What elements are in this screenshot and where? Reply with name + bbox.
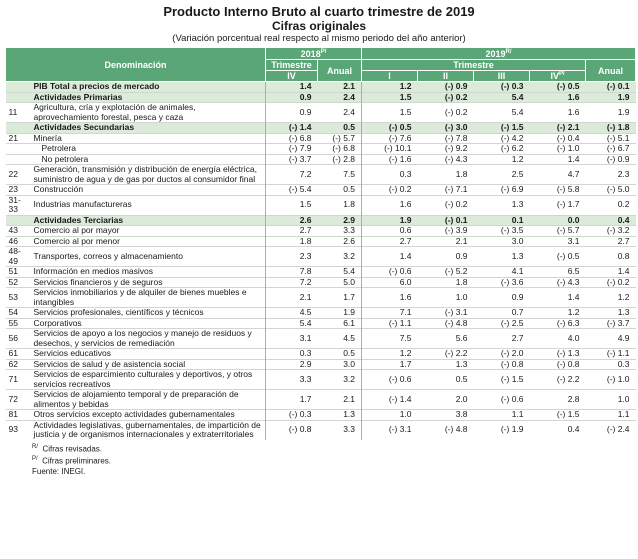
value-2019-q4: (-) 2.1 — [530, 123, 586, 134]
header-trimestre-2018: Trimestre — [266, 60, 318, 71]
row-code: 11 — [6, 103, 32, 123]
row-label: Corporativos — [32, 318, 266, 329]
value-2018-q4: 3.3 — [266, 370, 318, 390]
table-row — [6, 318, 636, 329]
value-2019-q2: 1.8 — [418, 277, 474, 288]
value-2019-q2: 2.1 — [418, 236, 474, 247]
value-2019-q4: 6.5 — [530, 267, 586, 278]
row-label: No petrolera — [32, 154, 266, 165]
table-row — [6, 92, 636, 103]
header-q1-2019: I — [362, 71, 418, 82]
value-2019-q2: (-) 2.2 — [418, 349, 474, 360]
row-label: Servicios de salud y de asistencia social — [32, 359, 266, 370]
value-2019-q4: (-) 2.2 — [530, 370, 586, 390]
value-2018-anual: 5.4 — [318, 267, 362, 278]
value-2018-q4: 7.2 — [266, 165, 318, 185]
value-2018-q4: 4.5 — [266, 308, 318, 319]
header-denominacion: Denominación — [6, 48, 266, 82]
row-code: 54 — [6, 308, 32, 319]
row-code — [6, 144, 32, 155]
value-2019-q2: (-) 0.1 — [418, 215, 474, 226]
value-2019-q3: 4.1 — [474, 267, 530, 278]
value-2019-q4: (-) 6.3 — [530, 318, 586, 329]
footnote-preliminares: $^{P/}$ Cifras preliminares. — [32, 456, 112, 466]
value-2019-q1: 1.5 — [362, 103, 418, 123]
value-2019-q3: 1.3 — [474, 247, 530, 267]
value-2019-anual: (-) 1.0 — [586, 370, 636, 390]
value-2019-q2: (-) 0.2 — [418, 195, 474, 215]
value-2018-q4: 1.4 — [266, 82, 318, 93]
header-q3-2019: III — [474, 71, 530, 82]
value-2019-q4: (-) 0.5 — [530, 82, 586, 93]
value-2019-anual: 1.9 — [586, 103, 636, 123]
source-note: Fuente: INEGI. — [32, 466, 86, 476]
table-row — [6, 103, 636, 123]
value-2019-q4: 0.0 — [530, 215, 586, 226]
row-code: 53 — [6, 288, 32, 308]
value-2019-q3: (-) 1.5 — [474, 370, 530, 390]
value-2019-q1: 2.7 — [362, 236, 418, 247]
value-2019-anual: 0.4 — [586, 215, 636, 226]
table-row — [6, 215, 636, 226]
row-code: 31-33 — [6, 195, 32, 215]
value-2019-q2: (-) 4.3 — [418, 154, 474, 165]
value-2018-q4: (-) 0.3 — [266, 410, 318, 421]
value-2019-anual: (-) 3.2 — [586, 226, 636, 237]
value-2018-q4: 2.3 — [266, 247, 318, 267]
row-label: Actividades Terciarias — [32, 215, 266, 226]
row-label: Servicios de esparcimiento culturales y deportivos, y otros servicios recreativos — [32, 370, 266, 390]
value-2019-q1: 1.7 — [362, 359, 418, 370]
row-code — [6, 82, 32, 93]
value-2019-anual: (-) 2.4 — [586, 420, 636, 440]
value-2019-q1: (-) 1.1 — [362, 318, 418, 329]
value-2019-anual: 2.7 — [586, 236, 636, 247]
value-2018-anual: 1.9 — [318, 308, 362, 319]
table-row — [6, 195, 636, 215]
table-row — [6, 359, 636, 370]
table-row — [6, 226, 636, 237]
value-2019-q2: (-) 7.1 — [418, 185, 474, 196]
table-row — [6, 154, 636, 165]
value-2019-q2: 1.0 — [418, 288, 474, 308]
value-2018-q4: (-) 1.4 — [266, 123, 318, 134]
table-body — [6, 82, 636, 440]
value-2019-q1: 1.5 — [362, 92, 418, 103]
table-row — [6, 349, 636, 360]
table-row — [6, 288, 636, 308]
value-2018-anual: 2.9 — [318, 215, 362, 226]
value-2019-anual: (-) 6.7 — [586, 144, 636, 155]
value-2019-q2: 2.0 — [418, 390, 474, 410]
value-2018-q4: 2.1 — [266, 288, 318, 308]
value-2019-q3: 1.2 — [474, 154, 530, 165]
value-2018-anual: 2.4 — [318, 92, 362, 103]
value-2018-anual: 0.5 — [318, 349, 362, 360]
value-2019-q2: 0.5 — [418, 370, 474, 390]
value-2019-q3: 0.1 — [474, 215, 530, 226]
header-year-2018: $2018^{P/}$ — [266, 48, 362, 60]
value-2018-anual: 6.1 — [318, 318, 362, 329]
value-2018-q4: 1.5 — [266, 195, 318, 215]
value-2018-q4: 0.9 — [266, 92, 318, 103]
row-label: Generación, transmisión y distribución de energía eléctrica, suministro de agua y de gas por ductos al consumidor final — [32, 165, 266, 185]
value-2019-q1: 1.0 — [362, 410, 418, 421]
row-label: Información en medios masivos — [32, 267, 266, 278]
header-anual-2018: Anual — [318, 60, 362, 82]
table-row — [6, 390, 636, 410]
value-2019-q1: (-) 0.2 — [362, 185, 418, 196]
table-row — [6, 370, 636, 390]
value-2019-anual: 1.4 — [586, 267, 636, 278]
row-label: Servicios educativos — [32, 349, 266, 360]
row-code: 21 — [6, 133, 32, 144]
table-row — [6, 133, 636, 144]
value-2019-anual: (-) 1.8 — [586, 123, 636, 134]
row-code: 46 — [6, 236, 32, 247]
row-code: 48-49 — [6, 247, 32, 267]
value-2019-q1: 7.1 — [362, 308, 418, 319]
value-2018-q4: 3.1 — [266, 329, 318, 349]
value-2019-q4: 1.4 — [530, 288, 586, 308]
row-code: 71 — [6, 370, 32, 390]
value-2019-anual: 0.3 — [586, 359, 636, 370]
value-2019-q1: (-) 1.4 — [362, 390, 418, 410]
value-2018-anual: 1.3 — [318, 410, 362, 421]
value-2018-anual: 3.2 — [318, 370, 362, 390]
row-label: Actividades legislativas, gubernamentales, de impartición de justicia y de organismos internacionales y extraterritoriales — [32, 420, 266, 440]
value-2019-q3: (-) 6.9 — [474, 185, 530, 196]
row-code: 22 — [6, 165, 32, 185]
value-2019-q1: 7.5 — [362, 329, 418, 349]
value-2018-anual: 2.4 — [318, 103, 362, 123]
row-code — [6, 215, 32, 226]
value-2018-anual: 5.0 — [318, 277, 362, 288]
table-row — [6, 420, 636, 440]
value-2018-anual: 3.2 — [318, 247, 362, 267]
table-row — [6, 82, 636, 93]
value-2019-q4: (-) 0.4 — [530, 133, 586, 144]
value-2018-anual: 7.5 — [318, 165, 362, 185]
value-2019-anual: 0.8 — [586, 247, 636, 267]
value-2019-q4: (-) 1.7 — [530, 195, 586, 215]
value-2019-q2: (-) 0.2 — [418, 92, 474, 103]
value-2019-q3: (-) 0.8 — [474, 359, 530, 370]
value-2018-q4: (-) 3.7 — [266, 154, 318, 165]
value-2019-q3: 2.7 — [474, 329, 530, 349]
row-label: Actividades Secundarias — [32, 123, 266, 134]
header-q4-2019: $IV^{P/}$ — [530, 71, 586, 82]
value-2019-q2: 3.8 — [418, 410, 474, 421]
value-2019-q3: (-) 0.6 — [474, 390, 530, 410]
value-2019-q3: (-) 6.2 — [474, 144, 530, 155]
header-anual-2019: Anual — [586, 60, 636, 82]
value-2019-anual: (-) 3.7 — [586, 318, 636, 329]
header-year-2019: $2019^{R/}$ — [362, 48, 636, 60]
table-row — [6, 329, 636, 349]
value-2019-q3: 0.9 — [474, 288, 530, 308]
table-row — [6, 308, 636, 319]
table-row — [6, 236, 636, 247]
row-label: Actividades Primarias — [32, 92, 266, 103]
value-2018-anual: (-) 6.8 — [318, 144, 362, 155]
value-2019-q2: 1.8 — [418, 165, 474, 185]
value-2018-anual: 0.5 — [318, 185, 362, 196]
value-2018-anual: 1.8 — [318, 195, 362, 215]
value-2019-anual: 1.1 — [586, 410, 636, 421]
value-2019-q4: (-) 5.8 — [530, 185, 586, 196]
value-2019-q3: (-) 1.9 — [474, 420, 530, 440]
value-2019-q3: 1.1 — [474, 410, 530, 421]
row-code — [6, 123, 32, 134]
row-label: Petrolera — [32, 144, 266, 155]
row-code — [6, 154, 32, 165]
value-2019-q1: (-) 3.1 — [362, 420, 418, 440]
row-label: Construcción — [32, 185, 266, 196]
value-2019-q1: (-) 10.1 — [362, 144, 418, 155]
value-2019-q4: 1.2 — [530, 308, 586, 319]
value-2018-anual: 2.1 — [318, 82, 362, 93]
value-2018-anual: 0.5 — [318, 123, 362, 134]
value-2019-q4: 4.7 — [530, 165, 586, 185]
value-2018-q4: 5.4 — [266, 318, 318, 329]
row-label: Agricultura, cría y explotación de animales, aprovechamiento forestal, pesca y caza — [32, 103, 266, 123]
value-2019-anual: 1.3 — [586, 308, 636, 319]
value-2019-q3: 0.7 — [474, 308, 530, 319]
footnotes — [32, 442, 638, 477]
row-label: Servicios de alojamiento temporal y de preparación de alimentos y bebidas — [32, 390, 266, 410]
value-2019-anual: 0.2 — [586, 195, 636, 215]
value-2019-q4: 1.6 — [530, 103, 586, 123]
value-2019-q2: 1.3 — [418, 359, 474, 370]
table-row — [6, 165, 636, 185]
value-2019-q1: 1.4 — [362, 247, 418, 267]
value-2019-q4: 4.0 — [530, 329, 586, 349]
row-code: 93 — [6, 420, 32, 440]
header-q4-2018: IV — [266, 71, 318, 82]
row-code: 62 — [6, 359, 32, 370]
row-label: Servicios financieros y de seguros — [32, 277, 266, 288]
value-2018-anual: 2.1 — [318, 390, 362, 410]
value-2019-anual: (-) 5.1 — [586, 133, 636, 144]
row-label: Industrias manufactureras — [32, 195, 266, 215]
value-2019-q3: 1.3 — [474, 195, 530, 215]
value-2019-q4: (-) 1.3 — [530, 349, 586, 360]
page-note: (Variación porcentual real respecto al mismo periodo del año anterior) — [172, 33, 466, 44]
value-2019-q1: 6.0 — [362, 277, 418, 288]
header-trimestre-2019: Trimestre — [362, 60, 586, 71]
footnote-revisadas: $^{R/}$ Cifras revisadas. — [32, 443, 103, 454]
value-2018-q4: (-) 6.8 — [266, 133, 318, 144]
row-label: Comercio al por menor — [32, 236, 266, 247]
value-2019-q2: (-) 3.0 — [418, 123, 474, 134]
row-code: 52 — [6, 277, 32, 288]
value-2018-anual: 1.7 — [318, 288, 362, 308]
row-code: 43 — [6, 226, 32, 237]
value-2018-q4: 0.3 — [266, 349, 318, 360]
value-2019-q1: 1.9 — [362, 215, 418, 226]
value-2019-q2: (-) 4.8 — [418, 420, 474, 440]
value-2019-q1: 1.2 — [362, 349, 418, 360]
value-2019-q4: 1.4 — [530, 154, 586, 165]
value-2019-q2: (-) 5.2 — [418, 267, 474, 278]
value-2018-anual: 4.5 — [318, 329, 362, 349]
value-2018-q4: (-) 5.4 — [266, 185, 318, 196]
value-2019-q4: (-) 1.0 — [530, 144, 586, 155]
value-2019-q1: (-) 0.6 — [362, 267, 418, 278]
row-code: 51 — [6, 267, 32, 278]
value-2019-anual: 1.9 — [586, 92, 636, 103]
value-2019-q1: (-) 0.5 — [362, 123, 418, 134]
gdp-table — [5, 47, 636, 440]
value-2018-q4: 2.9 — [266, 359, 318, 370]
value-2019-anual: 4.9 — [586, 329, 636, 349]
row-code — [6, 92, 32, 103]
value-2019-q1: (-) 1.6 — [362, 154, 418, 165]
value-2019-q3: (-) 3.6 — [474, 277, 530, 288]
value-2018-q4: 0.9 — [266, 103, 318, 123]
row-label: Otros servicios excepto actividades gubernamentales — [32, 410, 266, 421]
row-label: Minería — [32, 133, 266, 144]
row-code: 23 — [6, 185, 32, 196]
value-2018-anual: 2.6 — [318, 236, 362, 247]
value-2019-anual: 1.2 — [586, 288, 636, 308]
value-2019-q4: 0.4 — [530, 420, 586, 440]
row-label: PIB Total a precios de mercado — [32, 82, 266, 93]
value-2019-anual: (-) 0.9 — [586, 154, 636, 165]
value-2018-q4: (-) 0.8 — [266, 420, 318, 440]
value-2019-q4: 1.6 — [530, 92, 586, 103]
value-2019-anual: (-) 5.0 — [586, 185, 636, 196]
table-row — [6, 410, 636, 421]
table-row — [6, 123, 636, 134]
row-label: Comercio al por mayor — [32, 226, 266, 237]
value-2019-q3: 3.0 — [474, 236, 530, 247]
value-2019-anual: (-) 0.2 — [586, 277, 636, 288]
value-2019-q3: 2.5 — [474, 165, 530, 185]
value-2019-anual: (-) 0.1 — [586, 82, 636, 93]
value-2019-q1: 1.2 — [362, 82, 418, 93]
value-2019-q3: 5.4 — [474, 92, 530, 103]
value-2019-q4: (-) 1.5 — [530, 410, 586, 421]
value-2019-q1: 1.6 — [362, 195, 418, 215]
value-2019-q4: (-) 4.3 — [530, 277, 586, 288]
table-row — [6, 185, 636, 196]
row-label: Servicios profesionales, científicos y técnicos — [32, 308, 266, 319]
value-2019-q2: (-) 7.8 — [418, 133, 474, 144]
value-2018-q4: 7.8 — [266, 267, 318, 278]
value-2019-q3: (-) 4.2 — [474, 133, 530, 144]
value-2019-q2: (-) 4.8 — [418, 318, 474, 329]
row-code: 56 — [6, 329, 32, 349]
value-2018-anual: (-) 2.8 — [318, 154, 362, 165]
value-2019-q2: (-) 3.1 — [418, 308, 474, 319]
value-2018-anual: (-) 5.7 — [318, 133, 362, 144]
value-2018-q4: 2.7 — [266, 226, 318, 237]
value-2018-q4: 2.6 — [266, 215, 318, 226]
row-label: Transportes, correos y almacenamiento — [32, 247, 266, 267]
value-2018-anual: 3.0 — [318, 359, 362, 370]
value-2018-q4: 7.2 — [266, 277, 318, 288]
value-2019-q4: 3.1 — [530, 236, 586, 247]
value-2018-q4: 1.7 — [266, 390, 318, 410]
value-2019-q3: 5.4 — [474, 103, 530, 123]
value-2019-q4: (-) 0.8 — [530, 359, 586, 370]
value-2019-q4: (-) 0.5 — [530, 247, 586, 267]
row-code: 72 — [6, 390, 32, 410]
value-2019-anual: (-) 1.1 — [586, 349, 636, 360]
value-2019-anual: 2.3 — [586, 165, 636, 185]
value-2019-q1: (-) 0.6 — [362, 370, 418, 390]
value-2018-q4: 1.8 — [266, 236, 318, 247]
value-2019-q2: (-) 0.9 — [418, 82, 474, 93]
value-2019-q1: (-) 7.6 — [362, 133, 418, 144]
table-row — [6, 144, 636, 155]
page-subtitle: Cifras originales — [271, 19, 367, 33]
value-2018-q4: (-) 7.9 — [266, 144, 318, 155]
value-2019-q2: 0.9 — [418, 247, 474, 267]
row-code: 55 — [6, 318, 32, 329]
value-2019-q2: (-) 3.9 — [418, 226, 474, 237]
value-2018-anual: 3.3 — [318, 420, 362, 440]
value-2019-q3: (-) 3.5 — [474, 226, 530, 237]
row-code: 61 — [6, 349, 32, 360]
value-2019-q4: 2.8 — [530, 390, 586, 410]
value-2019-q1: 0.3 — [362, 165, 418, 185]
row-label: Servicios inmobiliarios y de alquiler de bienes muebles e intangibles — [32, 288, 266, 308]
value-2019-q3: (-) 2.5 — [474, 318, 530, 329]
value-2019-q3: (-) 2.0 — [474, 349, 530, 360]
value-2018-anual: 3.3 — [318, 226, 362, 237]
value-2019-q2: (-) 0.2 — [418, 103, 474, 123]
value-2019-q2: 5.6 — [418, 329, 474, 349]
page-title: Producto Interno Bruto al cuarto trimestre de 2019 — [163, 4, 475, 19]
table-row — [6, 267, 636, 278]
row-code: 81 — [6, 410, 32, 421]
value-2019-q2: (-) 9.2 — [418, 144, 474, 155]
row-label: Servicios de apoyo a los negocios y manejo de residuos y desechos, y servicios de remediación — [32, 329, 266, 349]
value-2019-q3: (-) 1.5 — [474, 123, 530, 134]
value-2019-q4: (-) 5.7 — [530, 226, 586, 237]
table-row — [6, 247, 636, 267]
header-q2-2019: II — [418, 71, 474, 82]
value-2019-anual: 1.0 — [586, 390, 636, 410]
table-row — [6, 277, 636, 288]
value-2019-q1: 0.6 — [362, 226, 418, 237]
value-2019-q1: 1.6 — [362, 288, 418, 308]
value-2019-q3: (-) 0.3 — [474, 82, 530, 93]
